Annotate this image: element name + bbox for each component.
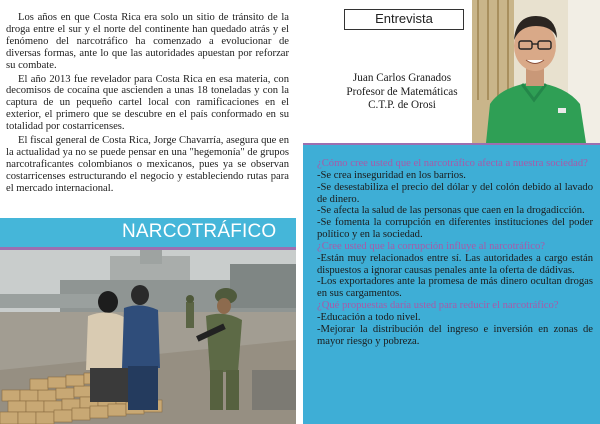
interview-answer: -Se crea inseguridad en los barrios.: [317, 169, 466, 181]
interview-answer: -Educación a todo nivel.: [317, 311, 421, 323]
article-body: [6, 12, 289, 197]
interviewee-school: C.T.P. de Orosi: [368, 99, 436, 112]
article-paragraph: El fiscal general de Costa Rica, Jorge Chavarría, asegura que en la actualidad ya no se puede pensar en una "hegemonía" de grupos narcotraficantes colombianos o mexicanos, pues ya se observan costarricenses estructurando el negocio y estableciendo rutas para el mercado internacional.: [6, 135, 290, 194]
interview-answer: -Los exportadores ante la promesa de más dinero ocultan drogas en sus cargamentos.: [317, 276, 593, 300]
interview-answer: -Están muy relacionados entre sí. Las autoridades a cargo están dispuestos a ignorar causas penales ante la oferta de dádivas.: [317, 252, 593, 276]
article-paragraph: El año 2013 fue revelador para Costa Rica en esa materia, con decomisos de cocaína que ascienden a unas 18 toneladas y con la captura de un pequeño cartel local con ramificaciones en el exterior, el primero que se descubre en el país conformado en su totalidad por costarricenses.: [6, 73, 289, 133]
interview-answer: -Mejorar la distribución del ingreso e inversión en zonas de mayor riesgo y pobreza.: [317, 323, 593, 347]
interview-question: ¿Cree usted que la corrupción influye al narcotráfico?: [317, 240, 545, 252]
panel-divider: [303, 143, 600, 145]
seizure-photo: [0, 250, 296, 424]
article-paragraph: Los años en que Costa Rica era solo un sitio de tránsito de la droga entre el sur y el norte del continente han quedado atrás y el fenómeno del narcotráfico ha comenzado a evolucionar de diversas formas, ante lo que las autoridades apuestan por reforzar su combate.: [6, 12, 289, 71]
interview-label: Entrevista: [375, 11, 433, 26]
interview-question: ¿Qué propuestas daría usted para reducir el narcotráfico?: [317, 300, 559, 312]
interviewee-role: Profesor de Matemáticas: [346, 85, 458, 98]
interview-answer: -Se afecta la salud de las personas que caen en la drogadicción.: [317, 205, 585, 217]
section-title: NARCOTRÁFICO: [122, 221, 277, 242]
interview-qa: [317, 158, 593, 348]
interviewee-info: [312, 72, 492, 113]
interview-answer: -Se fomenta la corrupción en diferentes instituciones del poder político y en la sociedad.: [317, 217, 593, 241]
interviewee-portrait: [472, 0, 600, 143]
interview-question: ¿Cómo cree usted que el narcotráfico afecta a nuestra sociedad?: [317, 158, 588, 169]
interview-answer: -Se desestabiliza el precio del dólar y del colón debido al lavado de dinero.: [317, 181, 593, 205]
interviewee-name: Juan Carlos Granados: [352, 72, 452, 84]
